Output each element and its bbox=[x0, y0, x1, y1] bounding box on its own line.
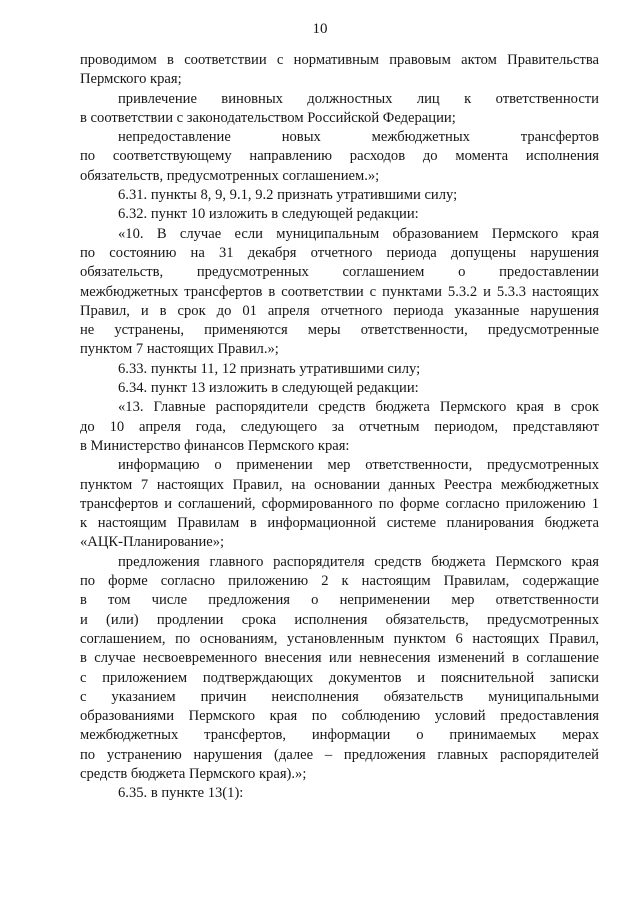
text-line: 6.34. пункт 13 изложить в следующей редакции: bbox=[118, 380, 419, 397]
text-line: по устранению нарушения (далее – предложения главных распорядителей bbox=[80, 746, 599, 763]
page-number: 10 bbox=[312, 21, 328, 37]
text-line: межбюджетных трансфертов, информации о принимаемых мерах bbox=[80, 727, 599, 744]
text-line: «АЦК-Планирование»; bbox=[80, 534, 225, 551]
text-line: в случае несвоевременного внесения или невнесения изменений в соглашение bbox=[80, 650, 599, 667]
text-line: «13. Главные распорядители средств бюджета Пермского края в срок bbox=[118, 399, 599, 416]
text-line: 6.35. в пункте 13(1): bbox=[118, 785, 244, 802]
text-line: по форме согласно приложению 2 к настоящим Правилам, содержащие bbox=[80, 573, 599, 590]
text-line: непредоставление новых межбюджетных трансфертов bbox=[118, 129, 599, 146]
text-line: образованиями Пермского края по соблюдению условий предоставления bbox=[80, 708, 599, 725]
text-line: предложения главного распорядителя средств бюджета Пермского края bbox=[118, 553, 599, 570]
text-line: с указанием причин неисполнения обязательств муниципальными bbox=[80, 688, 599, 705]
text-line: 6.32. пункт 10 изложить в следующей редакции: bbox=[118, 206, 419, 223]
text-line: Пермского края; bbox=[80, 71, 182, 88]
text-line: привлечение виновных должностных лиц к ответственности bbox=[118, 90, 599, 107]
text-line: 6.31. пункты 8, 9, 9.1, 9.2 признать утратившими силу; bbox=[118, 187, 458, 204]
text-line: «10. В случае если муниципальным образованием Пермского края bbox=[118, 225, 599, 242]
text-line: к настоящим Правилам в информационной системе планирования бюджета bbox=[80, 515, 599, 532]
text-line: 6.33. пункты 11, 12 признать утратившими силу; bbox=[118, 360, 421, 377]
text-line: в соответствии с законодательством Российской Федерации; bbox=[80, 109, 456, 126]
text-line: информацию о применении мер ответственности, предусмотренных bbox=[118, 457, 599, 474]
text-line: проводимом в соответствии с нормативным правовым актом Правительства bbox=[80, 52, 599, 68]
text-line: пунктом 7 настоящих Правил.»; bbox=[80, 341, 279, 358]
text-line: средств бюджета Пермского края).»; bbox=[80, 765, 307, 782]
text-line: обязательств, предусмотренных соглашением о предоставлении bbox=[80, 264, 599, 281]
document-body bbox=[80, 51, 599, 804]
text-line: трансфертов и соглашений, сформированного по форме согласно приложению 1 bbox=[80, 495, 599, 512]
text-line: с приложением подтверждающих документов и пояснительной записки bbox=[80, 669, 599, 686]
text-line: пунктом 7 настоящих Правил, на основании данных Реестра межбюджетных bbox=[80, 476, 599, 493]
text-line: по соответствующему направлению расходов до момента исполнения bbox=[80, 148, 599, 165]
text-line: обязательств, предусмотренных соглашением.»; bbox=[80, 167, 380, 184]
text-line: Правил, и в срок до 01 апреля отчетного периода указанные нарушения bbox=[80, 302, 599, 319]
text-line: межбюджетных трансфертов в соответствии с пунктами 5.3.2 и 5.3.3 настоящих bbox=[80, 283, 599, 300]
text-line: до 10 апреля года, следующего за отчетным периодом, представляют bbox=[80, 418, 599, 435]
text-line: по состоянию на 31 декабря отчетного периода допущены нарушения bbox=[80, 244, 599, 261]
text-line: и (или) продлении срока исполнения обязательств, предусмотренных bbox=[80, 611, 599, 628]
text-line: соглашением, по основаниям, установленным пунктом 6 настоящих Правил, bbox=[80, 630, 599, 647]
text-line: в том числе предложения о неприменении мер ответственности bbox=[80, 592, 599, 609]
text-line: не устранены, применяются меры ответственности, предусмотренные bbox=[80, 322, 599, 339]
text-line: в Министерство финансов Пермского края: bbox=[80, 437, 350, 454]
